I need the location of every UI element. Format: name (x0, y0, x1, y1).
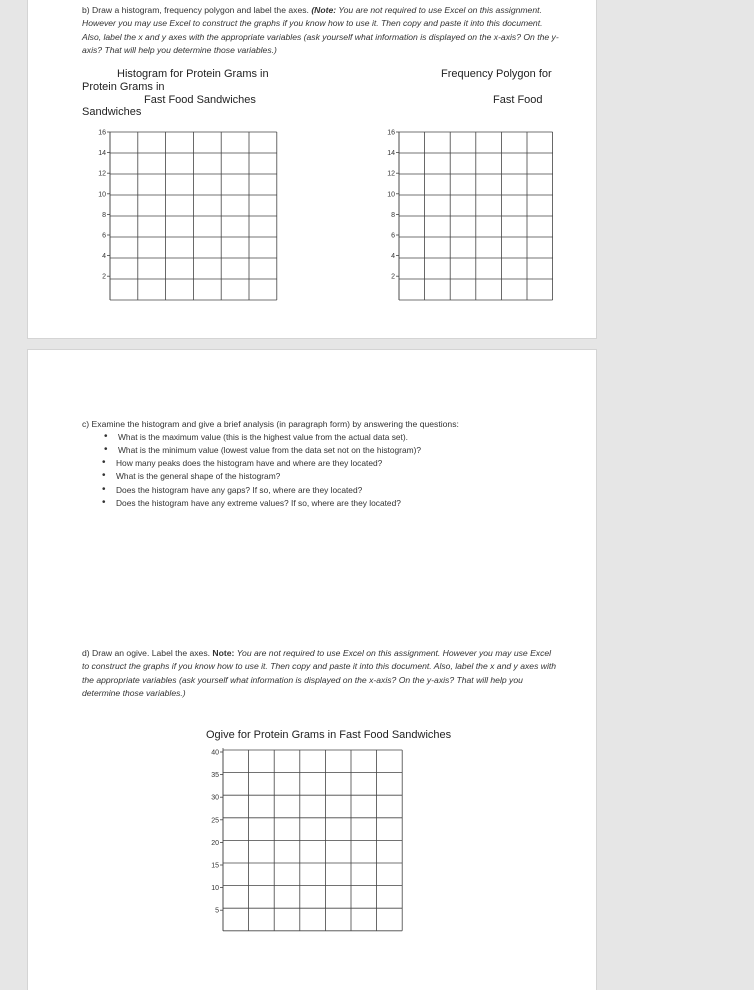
y-tick-label: 2 (102, 273, 106, 281)
section-b-note-label: (Note: (311, 5, 337, 15)
section-c-intro: c) Examine the histogram and give a brief analysis (in paragraph form) by answering the questions: (82, 419, 459, 429)
ogive-title: Ogive for Protein Grams in Fast Food Sandwiches (206, 729, 452, 741)
y-tick-label: 16 (387, 129, 395, 137)
y-tick-label: 25 (211, 817, 219, 825)
histogram-title-line2: Protein Grams in (82, 81, 165, 93)
question-item: • How many peaks does the histogram have and where are they located? (116, 458, 382, 468)
y-tick-label: 14 (98, 150, 106, 158)
document-page-2 (28, 350, 596, 990)
freq-polygon-title-line1: Frequency Polygon for (441, 68, 552, 80)
y-tick-label: 40 (211, 749, 219, 757)
y-tick-label: 8 (102, 211, 106, 219)
section-d-note-text: You are not required to use Excel on this assignment. However you may use Excel to construct the graphs if you know how to use it. Then copy and paste it into this document. Also, label the x and y axes with the appropriate variables (ask yourself what information is displayed on the x-axis? On the y-axis? That will help you determine those variables.) (82, 648, 557, 698)
y-tick-label: 2 (391, 273, 395, 281)
y-tick-label: 15 (211, 862, 219, 870)
y-tick-label: 12 (98, 170, 106, 178)
y-tick-label: 6 (102, 232, 106, 240)
y-tick-label: 10 (387, 191, 395, 199)
y-tick-label: 4 (391, 253, 395, 261)
question-item: • What is the general shape of the histogram? (116, 471, 280, 481)
freq-polygon-title-line2: Fast Food (493, 94, 543, 106)
y-tick-label: 5 (215, 907, 219, 915)
y-tick-label: 10 (98, 191, 106, 199)
histogram-title-line1: Histogram for Protein Grams in (117, 68, 269, 80)
y-tick-label: 16 (98, 129, 106, 137)
section-b-note-text: You are not required to use Excel on this assignment. However you may use Excel to construct the graphs if you know how to use it. Then copy and paste it into this document. Also, label the x and y axes with the appropriate variables (ask yourself what information is displayed on the x-axis? On the y-axis? That will help you determine those variables.) (82, 5, 559, 55)
y-tick-label: 8 (391, 211, 395, 219)
section-d-instructions (82, 647, 558, 700)
y-tick-label: 35 (211, 772, 219, 780)
y-tick-label: 6 (391, 232, 395, 240)
section-d-note-label: Note: (212, 648, 235, 658)
ogive-grid (178, 748, 378, 933)
section-b-lead: b) Draw a histogram, frequency polygon and label the axes. (82, 5, 309, 15)
y-tick-label: 30 (211, 794, 219, 802)
question-item: • What is the minimum value (lowest value from the data set not on the histogram)? (118, 445, 421, 455)
y-tick-label: 14 (387, 150, 395, 158)
histogram-title-line4: Sandwiches (82, 106, 142, 118)
histogram-grid (66, 129, 286, 304)
y-tick-label: 12 (387, 170, 395, 178)
question-item: • Does the histogram have any gaps? If so, where are they located? (116, 485, 362, 495)
freq-polygon-grid (360, 129, 555, 304)
y-tick-label: 20 (211, 839, 219, 847)
y-tick-label: 4 (102, 253, 106, 261)
section-b-instructions (82, 4, 562, 57)
document-page-1 (28, 0, 596, 338)
section-d-lead: d) Draw an ogive. Label the axes. (82, 648, 211, 658)
question-item: • Does the histogram have any extreme values? If so, where are they located? (116, 498, 401, 508)
histogram-title-line3: Fast Food Sandwiches (144, 94, 256, 106)
question-item: • What is the maximum value (this is the highest value from the actual data set). (118, 432, 408, 442)
y-tick-label: 10 (211, 885, 219, 893)
